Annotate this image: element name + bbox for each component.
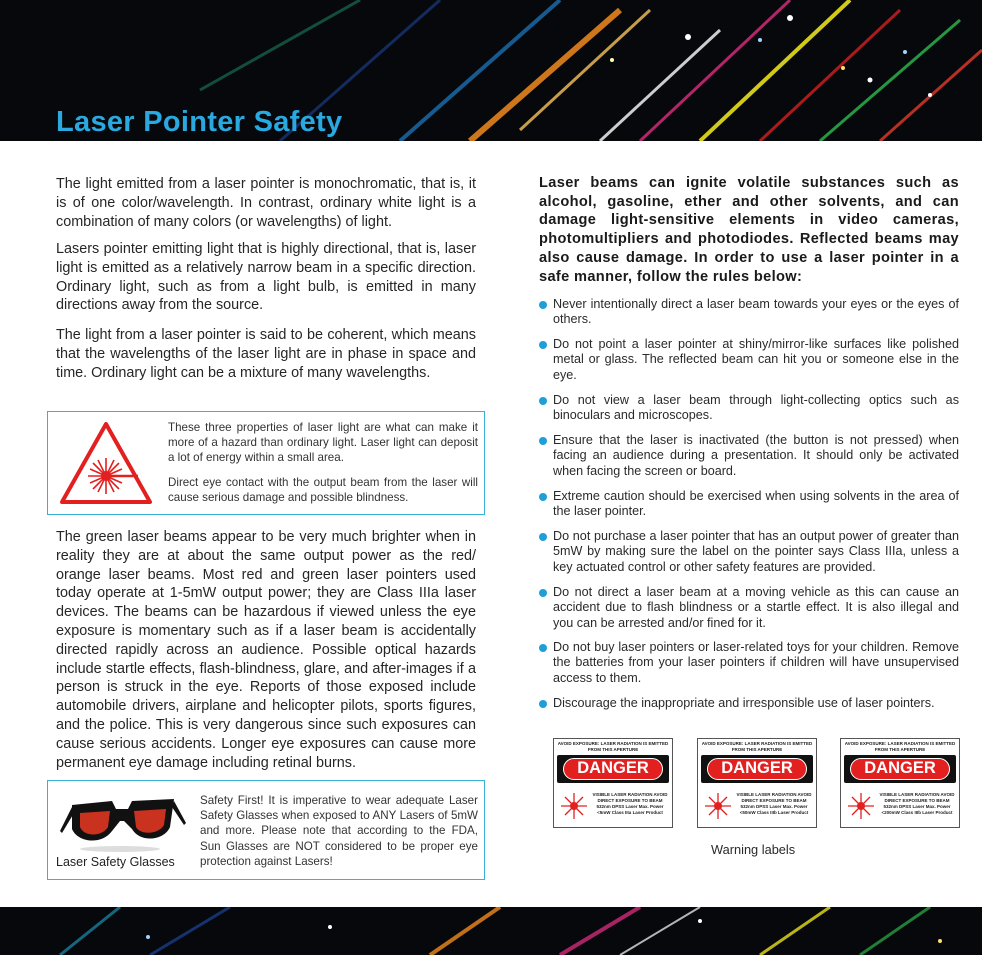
bullet-dot [539,644,547,652]
list-item [539,640,959,686]
danger-badge: DANGER [563,758,663,780]
paragraph-green-lasers: The green laser beams appear to be very much brighter when in reality they are at about the same output power as the red/ orange laser beams. Most red and green laser pointers used today operate at 1-5mW output power; they are Class IIIa laser devices. The beams can be hazardous if viewed unless the eye exposure is momentary such as if a laser beam is accidentally directed rapidly across an audience. Possible optical hazards include startle effects, flash-blindness, glare, and after-images if a person is struck in the eye. Reports of those exposed include automobile drivers, airplane and helicopter pilots, sports figures, and the police. This is very dangerous since such exposures can cause serious accidents. Longer eye exposures can cause more permanent eye damage including retinal burns. [56,529,476,771]
safety-glasses-callout-box [47,780,485,880]
bullet-dot [539,341,547,349]
hazard-text-eye-contact: Direct eye contact with the output beam from the laser will cause serious damage and possible blindness. [168,476,478,505]
list-item [539,393,959,424]
list-item [539,297,959,328]
label-footer: VISIBLE LASER RADIATION AVOID DIRECT EXPOSURE TO BEAM 532nm DPSS Laser Max. Power <50mW Class IIIb Laser Product [736,792,812,815]
list-item-text: Do not point a laser pointer at shiny/mirror-like surfaces like polished metal or glass. The reflected beam can hit you or someone else in the eye. [553,337,959,382]
laser-hazard-triangle-icon [58,420,154,506]
hazard-callout-box [47,411,485,515]
list-item-text: Extreme caution should be exercised when using solvents in the area of the laser pointer. [553,489,959,519]
bullet-dot [539,533,547,541]
list-item [539,337,959,383]
bullet-dot [539,437,547,445]
bullet-dot [539,397,547,405]
label-header: AVOID EXPOSURE: LASER RADIATION IS EMITTED FROM THIS APERTURE [701,741,813,752]
rules-intro: Laser beams can ignite volatile substances such as alcohol, gasoline, ether and other solvents, and can damage light-sensitive elements in video cameras, photomultipliers and photodiodes. Reflected beams may also cause damage. In order to use a laser pointer in a safe manner, follow the rules below: [539,175,959,285]
list-item-text: Discourage the inappropriate and irresponsible use of laser pointers. [553,696,935,710]
label-header: AVOID EXPOSURE: LASER RADIATION IS EMITTED FROM THIS APERTURE [844,741,956,752]
list-item-text: Do not buy laser pointers or laser-related toys for your children. Remove the batteries from your laser pointers if children will have unsupervised access to them. [553,640,959,685]
danger-badge: DANGER [850,758,950,780]
label-footer: VISIBLE LASER RADIATION AVOID DIRECT EXPOSURE TO BEAM 532nm DPSS Laser Max. Power <200mW Class IIIb Laser Product [879,792,955,815]
bullet-dot [539,493,547,501]
danger-badge: DANGER [707,758,807,780]
hazard-text-properties: These three properties of laser light are what can make it more of a hazard than ordinary light. Laser light can deposit a lot of energy within a small area. [168,421,478,465]
list-item [539,529,959,575]
list-item [539,489,959,520]
list-item [539,585,959,631]
laser-starburst-icon [846,791,876,821]
danger-label [840,738,960,828]
glasses-text: Safety First! It is imperative to wear adequate Laser Safety Glasses when exposed to ANY Lasers of 5mW and more. Please note that according to the FDA, Sun Glasses are NOT considered to be proper eye protection against Lasers! [200,794,478,868]
warning-labels-caption: Warning labels [711,842,796,857]
paragraph-monochromatic: The light emitted from a laser pointer is monochromatic, that is, it is of one color/wavelength. In contrast, ordinary white light is a combination of many colors (or wavelengths) of light. [56,176,476,230]
safety-glasses-icon [58,787,188,855]
list-item-text: Ensure that the laser is inactivated (the button is not pressed) when facing an audience during a presentation. It should only be activated when facing the screen or board. [553,433,959,478]
label-header: AVOID EXPOSURE: LASER RADIATION IS EMITTED FROM THIS APERTURE [557,741,669,752]
list-item-text: Do not purchase a laser pointer that has an output power of greater than 5mW by making sure the label on the pointer says Class IIIa, unless a key actuated control or other safety features are provided. [553,529,959,574]
footer-band [0,907,982,955]
label-footer: VISIBLE LASER RADIATION AVOID DIRECT EXPOSURE TO BEAM 532nm DPSS Laser Max. Power <5mW Class IIIa Laser Product [592,792,668,815]
list-item [539,433,959,479]
paragraph-directional: Lasers pointer emitting light that is highly directional, that is, laser light is emitted as a relatively narrow beam in a specific direction. Ordinary light, such as from a light bulb, is emitted in many directions away from the source. [56,241,476,314]
list-item [539,696,959,711]
list-item-text: Never intentionally direct a laser beam towards your eyes or the eyes of others. [553,297,959,327]
list-item-text: Do not view a laser beam through light-collecting optics such as binoculars and microscopes. [553,393,959,423]
page-title: Laser Pointer Safety [56,106,343,138]
header-band [0,0,982,141]
laser-starburst-icon [703,791,733,821]
glasses-caption: Laser Safety Glasses [56,855,175,869]
laser-starburst-icon [559,791,589,821]
laser-beams-graphic [0,907,982,955]
paragraph-coherent: The light from a laser pointer is said to be coherent, which means that the wavelengths of the laser light are in phase in space and time. Ordinary light can be a mixture of many wavelengths. [56,327,476,381]
bullet-dot [539,700,547,708]
bullet-dot [539,589,547,597]
bullet-dot [539,301,547,309]
list-item-text: Do not direct a laser beam at a moving vehicle as this can cause an accident due to flash blindness or a startle effect. It is also illegal and you can be arrested and/or fined for it. [553,585,959,630]
danger-label [553,738,673,828]
danger-label [697,738,817,828]
